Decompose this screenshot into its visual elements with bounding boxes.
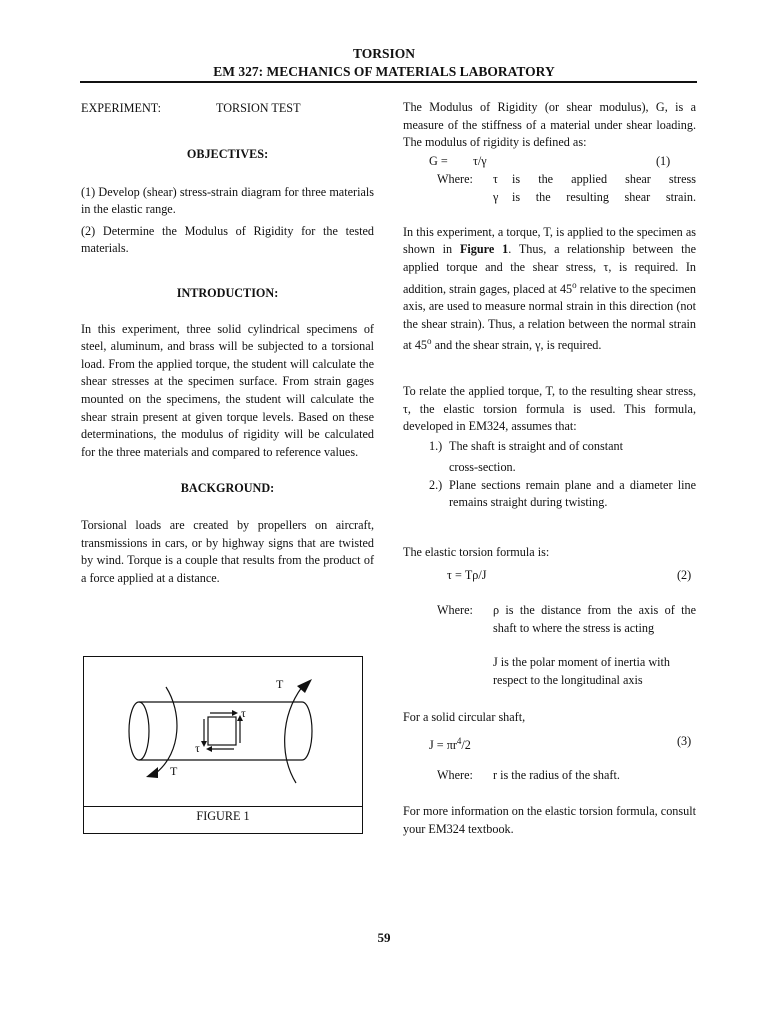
para2-part-c: relative to the specimen axis, are used to measure normal strain in this direction (not the shear strain). Thus, a relation between the normal strain at 45: [403, 281, 696, 353]
experiment-line: [81, 100, 374, 118]
degree-superscript: o: [572, 279, 577, 290]
eq2-j-description: J is the polar moment of inertia with respect to the longitudinal axis: [493, 655, 671, 688]
left-column: [81, 100, 374, 587]
tau-label-left: τ: [195, 741, 200, 755]
eq3-where: [403, 767, 696, 785]
assumption-1-number: 1.): [429, 438, 443, 453]
cylinder-right-end: [302, 702, 312, 760]
eq1-rhs: τ/γ: [473, 153, 487, 168]
right-column: [403, 99, 696, 838]
more-info-paragraph: For more information on the elastic torsion formula, consult your EM324 textbook.: [403, 804, 696, 836]
eq3-exponent: 4: [456, 736, 462, 747]
assumption-2: [403, 477, 696, 531]
objectives-heading: OBJECTIVES:: [186, 147, 269, 161]
eq3-number: (3): [677, 734, 692, 749]
eq2-where-label: Where:: [437, 603, 473, 618]
eq1-where-label: Where:: [437, 171, 473, 186]
shear-arrowhead-top: [232, 710, 238, 716]
eq3-part-b: /2: [461, 738, 471, 753]
introduction-heading: INTRODUCTION:: [176, 285, 279, 300]
eq3-formula: [429, 733, 471, 755]
assumption-2-number: 2.): [429, 477, 443, 492]
eq1-tau-symbol: τ: [493, 171, 498, 186]
document-subtitle: EM 327: MECHANICS OF MATERIALS LABORATORY: [213, 64, 555, 79]
equation-2: [403, 567, 696, 585]
tau-label-right: τ: [241, 706, 246, 720]
torque-strain-paragraph: [403, 224, 696, 355]
page-number: 59: [377, 930, 391, 945]
figure-caption: FIGURE 1: [196, 809, 250, 823]
background-heading: BACKGROUND:: [180, 481, 275, 496]
eq1-where-gamma: [403, 189, 696, 207]
document-title: TORSION: [352, 46, 416, 61]
eq3-where-label: Where:: [437, 768, 473, 783]
shear-arrowhead-left: [201, 741, 207, 747]
eq1-number: (1): [656, 153, 671, 168]
assumption-2-text: Plane sections remain plane and a diameter line remains straight during twisting.: [449, 477, 696, 510]
torsion-formula-paragraph: To relate the applied torque, T, to the resulting shear stress, τ, the elastic torsion formula is used. This formula, developed in EM324, assumes that:: [403, 384, 696, 434]
background-paragraph: Torsional loads are created by propellers on aircraft, transmissions in cars, or by highway signs that are twisted by wind. Torque is a couple that results from the product of a force applied at a distance.: [81, 517, 374, 585]
para2-part-a: In this experiment, a torque, T, is applied to the specimen as shown in: [403, 224, 696, 257]
figure-1-reference: Figure 1: [459, 242, 509, 257]
objective-1: (1) Develop (shear) stress-strain diagram for three materials in the elastic range.: [81, 184, 374, 217]
objective-2: (2) Determine the Modulus of Rigidity for the tested materials.: [81, 223, 374, 256]
introduction-paragraph: In this experiment, three solid cylindrical specimens of steel, aluminum, and brass will be subjected to a torsional load. From the applied torque, the student will calculate the shear stresses at the specimen surface. From strain gages mounted on the specimens, the student will calculate the shear strain present at given torque levels. Based on these determinations, the modulus of rigidity will be calculated for the three materials and compared to reference values.: [81, 321, 374, 459]
shear-arrowhead-bottom: [206, 746, 212, 752]
stress-element: [208, 717, 236, 745]
torque-label-bottom: T: [170, 764, 178, 778]
para2-part-d: and the shear strain, γ, is required.: [431, 338, 602, 353]
eq2-formula: τ = Tρ/J: [447, 568, 487, 583]
eq1-gamma-description: is the resulting shear strain.: [512, 189, 696, 204]
figure-1: [83, 656, 363, 834]
assumption-1-text: The shaft is straight and of constant: [449, 438, 623, 453]
experiment-label: EXPERIMENT:: [81, 101, 161, 115]
eq2-where: [403, 602, 696, 688]
eq1-gamma-symbol: γ: [493, 189, 499, 204]
eq2-number: (2): [677, 568, 692, 583]
assumption-1: [403, 438, 696, 456]
figure-caption-divider: [84, 806, 362, 807]
torsion-specimen-diagram: [84, 657, 362, 806]
assumption-1-text-cont: cross-section.: [449, 459, 516, 474]
modulus-paragraph: The Modulus of Rigidity (or shear modulus), G, is a measure of the stiffness of a material under shear loading. The modulus of rigidity is defined as:: [403, 100, 696, 150]
equation-1: [403, 153, 696, 171]
eq2-rho-description: ρ is the distance from the axis of the shaft to where the stress is acting: [493, 603, 696, 636]
torque-label-top: T: [276, 677, 284, 691]
eq3-part-a: J = πr: [429, 738, 457, 753]
para2-part-b: . Thus, a relationship between the applied torque and the shear stress, τ, is required. In addition, strain gages, placed at 45: [403, 242, 696, 296]
eq1-lhs: G =: [429, 153, 448, 168]
left-torque-arrowhead: [146, 767, 158, 778]
elastic-formula-intro: The elastic torsion formula is:: [403, 544, 550, 559]
cylinder-left-end: [129, 702, 149, 760]
eq1-tau-description: is the applied shear stress: [512, 171, 696, 186]
degree-superscript: o: [427, 336, 432, 347]
assumption-1-continued: [403, 459, 696, 477]
eq1-where-tau: [403, 171, 696, 189]
experiment-value: TORSION TEST: [216, 101, 301, 115]
solid-shaft-intro: For a solid circular shaft,: [403, 710, 526, 725]
eq3-r-description: r is the radius of the shaft.: [493, 768, 620, 783]
equation-3: [403, 733, 696, 751]
header-rule: [80, 81, 697, 83]
